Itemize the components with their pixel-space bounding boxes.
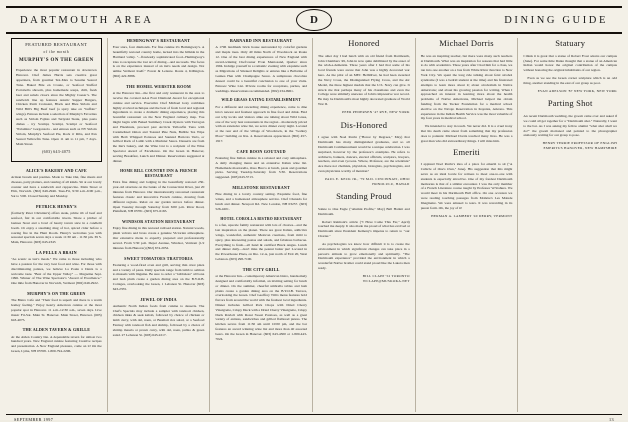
listing-name: HOTEL COROLLA BISTRO RESTAURANT bbox=[220, 216, 302, 221]
listing-item bbox=[11, 327, 102, 353]
masthead bbox=[6, 6, 622, 34]
listing-name: HOME BILL COUNTRY INN & FRENCH RESTAURANT bbox=[120, 168, 197, 178]
footer-page-number: 13 bbox=[609, 417, 614, 422]
page-footer bbox=[6, 414, 622, 422]
article-paragraph: The other day I had lunch with an old friend from Dartmouth, John Chambers '49, John in now quite debilitated by the onset of the wish-a-dementia. Three years after I had that some of his local friends were aware that John was a highly decorated war hero. As the pilot of an MEC Hellldiver, he had been awarded the Navy Cross, the Distinguished Flying Cross, and the Air Medal, the three highest medals that the U.S. Navy can give. It struck me that perhaps many of his classmates and even the College were similarly unaware of John's impressive war record. He may be Dartmouth's most highly decorated graduate of World War II. bbox=[318, 53, 410, 106]
article-byline: PAUL E. KECK JR., '79 M.D. CINCINNATI, OHIO HONOLULU, HAWAII bbox=[325, 176, 410, 186]
listing-name: CAFE BOON GOUTAUD bbox=[236, 148, 286, 154]
listing-name: WINDSOR STATION RESTAURANT bbox=[122, 219, 196, 225]
listing-body: Fine dining in a lovely country setting. Exquisite food, fine wines, and a homestead atmosphere service. Chef Chanada for lunch and dinner. Newport Rd. New London, NH 03257. (603) 526-4201. bbox=[215, 192, 308, 211]
listing-name: THE CITY GRILL bbox=[242, 266, 280, 272]
listing-name: PETRICK HENRY'S bbox=[35, 204, 77, 210]
listing-body: Artisan breads and pastries. Made to Take Out, fine meats and cheeses, party platters, and catering of all kinds. Sit at our lovely counter and have a sandwich and cappuccino. Main Street at Elm, Norwich. (802) 649-2946. Tues-Fri, 9:30 a.m.-6:00 p.m., Sat to 5:00. Closed Sunday and Monday. bbox=[11, 174, 102, 199]
article-heading-dishonored: Dis-Honored bbox=[340, 119, 388, 130]
listing-body: is a fun, upscale family restaurant with lots of choices—and the last inspiration on the planet. There are great Italian, addictive wings, wonderful, authentic Mexican creations, from mild to spicy, plus interesting pastas and salads, and fabulous barbecue. Everything is fresh—all hand & certified Black Angus. Lunch and dinner daily—don't miss the peanut butter pie! Located in the Powerhouse Plaza, on Rte. 12-A, just north of Exit 20, West Lebanon. (603) 298-7100. bbox=[215, 223, 308, 262]
article-heading-statuary: Statuary bbox=[555, 38, 586, 48]
listing-item bbox=[215, 267, 307, 342]
listing-name: LA PELLE A BRAIN bbox=[35, 250, 77, 256]
article-byline: EVAN ADELSON '87 NEW YORK, NEW YORK bbox=[537, 88, 618, 93]
listing-item bbox=[215, 38, 307, 93]
listing-item bbox=[11, 250, 102, 286]
listing-name: BARNARD INN RESTAURANT bbox=[230, 38, 293, 43]
listing-body: The Bistro Cafe and "Their food is superb and there is a warm homey feeling." Enjoy hearty American cuisine at the most popular spot in Hanover. 11 a.m.-12:30 a.m., seven days. Live music Fri-Sat. Main St. Hanover. Main Street, Hanover. (603) 643-4075. bbox=[11, 298, 102, 322]
column-5 bbox=[416, 38, 519, 412]
listing-item bbox=[113, 256, 205, 292]
listing-name: JEWEL OF INDIA bbox=[140, 296, 177, 302]
listing-body: Four stars, four diamonds. For fine cuisine it's Hemingway's. A beautifully restored country home, tucked into the hillside in the Hartland valley. "...flawlessly sophisticated food...Hemingway's tries to recapture the lost art of dining—and succeeds. The focus is on the experience instead of an inn's needs and design. Not unlike Vermont itself." Forest & Leisure. Route 4, Killington. (802) 422-3886. bbox=[112, 45, 205, 79]
listing-name: MILLSTONE RESTAURANT bbox=[232, 185, 291, 191]
listing-body: A 1796 landmark brick house surrounded by colorful gardens and maple trees. Only 40 miles North of Woodstock on Route 12. One of the best dining experiences of New England with award-winning Chef/owner Evan Mentosand, Quebec since 1994. Indulge yourself in a romantic evening with exquisite such as Migrations of Smoked Delights or entrées like a Ballotine of Guinea Hen with Champagne Sauce. A sumptuous chocolate dessert could be a beautiful conclusion to one of your visits. Entrees: Wine List. Private rooms for receptions, parties, and weddings. Reservations recommended. (802) 234-9961. bbox=[215, 45, 308, 93]
listing-body: Extra fine dining and lodging in the beautifully restored 230-year-old structure on the banks of the Connecticut River, just 20 minutes from Hanover. Our internationally renowned restaurant features classic and innovative French cuisine, drawing from different regions. Relax on our garden terrace before dinner. Open Tuesday through Saturday from 6:00 p.m. River Road, Plainfield, NH 03781. (603) 675-6165. bbox=[112, 180, 205, 214]
listing-item bbox=[11, 204, 102, 245]
listing-name: ALICE'S BAKERY AND CAFE bbox=[25, 167, 87, 173]
listing-name: HEMINGWAY'S RESTAURANT bbox=[126, 38, 191, 43]
listing-item bbox=[113, 297, 205, 338]
listing-body: at the Hanover Inn—contemporary American bistro, handsomely designed and comfortably informal, an inviting setting for lunch or dinner. On the summer, cheerful umbrella tables and lush plants create a garden dining area on the B.Y.O.B. Terrace, overlooking the Green. Chef Geoffrey Tim's menu features bold flavors from around the world with the freshest local ingredients. Dinner includes Grilled Pork Chops with Dried Cherry Vinaigrette, Crispy Duck with a Dried Cherry Vinaigrette, Crispy Duck Ravioli with Roast Sweet Potatoes, as well as a great variety of entrées, sandwiches and grilled flatbread pizzas. The kitchen serves from 11:30 am until 10:00 pm, and the bar features an award winning wine list and more than 40 assorted beers. On the Green in Hanover. (603) 643-4300 or 1-800-443-7024. bbox=[215, 274, 308, 341]
article-paragraph: As psychologists we know how difficult it is to create the environment in which significant changes can take place in a person's attitude to grow emotionally and spiritually. "The Dartmouth experience" provided the environment in which a wonderful Native brother could stand proud like the Lakota men ready. bbox=[318, 241, 410, 271]
listing-body: Featuring a wood-fired oven and grill, serving thin crust pizza and a variety of pasta. Daily specials range from lamb to salmon to mussels with linguine. Be sure to order a "Gibbsless" all bona and lush plum create a garden dining area on the B.Y.O.B. Cottages, overlooking the Green, 1 Lebanon St. Hanover (603) 643-2355. bbox=[112, 262, 205, 291]
listing-item bbox=[11, 168, 102, 199]
listing-body: Authentic North Indian foods from cuisine to desserts. The Chef's Specials may include a sampler with tandoori chicken, chicken tikka & seek kabab, followed by choice of chicken or lamb curry, with dal, naan, or Basmati rice salad, or a Seafood Fantasy with tandoori fish and shrimp, followed by a choice of shrimp masala or prawn curry, with dal, naan, pullao & green salad. 27 Lebanon St. (603) 643-2217. bbox=[112, 303, 205, 337]
listing-body: Featuring fine Italian cuisine in a relaxed and cozy atmosphere. A daily changing menu and an extensive Italian wine list. Homemade mozzarella, Osso Bucco at lunch, pasta and gourmet pizza. Serving Tuesday-Saturday from 5:30. Reservations suggested. (603) 643-3713. bbox=[215, 155, 308, 180]
article-paragraph: I agree with Noel Perrin ("Honor by Degrees," May) that Dartmouth has many distinguished graduates, and so all Dartmouth Commencement would be a unique celebration. I was surprised, however by the professor's examples. He refers to architects, bankers, dancers, elected officials, sculptors, lawyers, teachers, and even tycoons. Where, Professor, are the scientists? Are there not chemists, physicists, biologists, psychologists, and even physicians worthy of mention? bbox=[318, 135, 410, 174]
listing-body: "As scenic as last's meals." We came to those including who have a passion for the very best food and wine. For those with discriminating palates, we believe La Poule à Dents is a welcome taste. "Best of the Upper Valley" — Magazine Sept. 1996. Winner of The Wine Spectator's "Award of Excellence." One mile from Hanover in Norwich, Vermont (802) 649-2922. bbox=[11, 257, 102, 286]
listing-name: THE ALDEN TAVERN & GRILLE bbox=[22, 327, 91, 333]
featured-restaurant-phone: (603) 643-4075 bbox=[42, 150, 71, 155]
listing-item bbox=[113, 38, 205, 79]
listing-item bbox=[215, 217, 307, 262]
article-byline: PEER PEDERSEN '47 RYE, NEW YORK bbox=[342, 109, 410, 114]
article-paragraph: Salute to One Eagle ("Alumni Profile," May) Ball Hatlett and Dartmouth. bbox=[318, 206, 410, 216]
listing-item bbox=[113, 169, 205, 215]
article-heading-emeriti: Emeriti bbox=[453, 146, 480, 157]
article-heading-michael-dorris: Michael Dorris bbox=[439, 38, 494, 48]
column-4 bbox=[313, 38, 416, 412]
article-paragraph: An recent Dartmouth wedding, the groom came over and asked if we could all get together for a "Dartmouth shot." Naturally, I went to the bar. As I was asking my fellow alumni "what shot shall we do?" the groom motioned and pointed to the photographer anxiously waiting for our group to pose. bbox=[523, 114, 618, 138]
article-paragraph: We intended to stay in touch. We never did. It is a cruel irony that his death came about from something that my profession does to patients: Michael Dorris touched many lives. He was a great man who did extraordinary things. I will miss him. bbox=[420, 124, 513, 143]
listing-name: WILD GRASS EATING ESTABLISHMENT bbox=[221, 98, 301, 103]
article-heading-parting-shot: Parting Shot bbox=[547, 98, 593, 109]
column-2 bbox=[108, 38, 211, 412]
listing-body: Enjoy fine dining in this restored railroad station. Natural woods, plush velvets and brass create a genuine Victorian atmosphere. Our extensive menu is expertly prepared and professionally served. From 5:30 p.m. Depot Avenue, Windsor, Vermont (1/2 minutes from Hanover) (802) 674-2052. bbox=[112, 226, 205, 250]
featured-restaurant-box bbox=[11, 38, 102, 162]
listing-body: at the Hanover Inn—the first and only restaurant in the area to receive the coveted AAA Four Diamond Award for exceptional cuisine and service. Executive Chef Michael Gray combines highly evolved technique and the best of fresh local and regional ingredients to create a dramatic dining experience, placing this bountiful restaurant on the New England culinary map. You might begin with Baked Summery Creek Oysters with Tarragon and Hazelnuts, proceed past Arcticle Yellowfin Tuna with Caramelized Onion and Toasted Pine Nuts, Bubble Tea Wipe with Herb Whipped Potatoes and Sautéed Haricots Verts, or Grilled Rack of Lamb with a Marinier Sauce. Desserts are from the Inn's bakery, and the Wine List is a recipient of the Wine Spectator Award of Excellence. On the Green in Hanover, serving Breakfast, Lunch and Dinner. Reservations suggested at dinner. bbox=[112, 91, 205, 163]
featured-subtitle: of the month bbox=[43, 50, 70, 55]
masthead-left: DARTMOUTH AREA bbox=[20, 14, 154, 26]
listing-body: For a different and rewarding dining experience, come to dine into's newest and freshest approach in fine food and drink. Find out why locals and visitors alike are talking about Wild Grass, one of the very best restaurants in the region - moderately priced with an extensive wine list, we serve dinner every night. Located at the rear end of the village of Woodstock, in the "Gallery Place" building on Rte. 4. Reservations appreciated. (802) 457-1917. bbox=[215, 105, 308, 143]
listing-item bbox=[113, 84, 205, 164]
listing-body: At the Alden Country Inn. A dependable tavern for almost two hundred years. New England cuisine featuring Creative recipes and presentation. A New England pleasure, come on it! On the Green, Lyme, NH 03768. 1-800-794-2296. bbox=[11, 334, 102, 354]
listing-item bbox=[11, 291, 102, 322]
listing-item bbox=[215, 185, 307, 211]
featured-restaurant-name: MURPHY'S ON THE GREEN bbox=[19, 58, 94, 64]
featured-kicker: FEATURED RESTAURANT bbox=[25, 42, 88, 47]
featured-restaurant-body: Experience the most popular restaurant in downtown Hanover. Chef James Harris sets creative great appetizers, from gourmet Tex-Mex to Sesame Seared Tuna. Baked Brie en Croute, or Seafood Stuffed Portobello shroom, plus homemade soups, chili, fresh beer and salads close's since the Mighty Caesar’s. The sandwich line up features Asiatic Supper Burgers, Chicken Parm Croissant, Black and Bleu Sirloin and Wild Bill's Big Beef beef (a spicy take on "buffalo" wings). Entrees include a selection of Murphy's Favorites such as Sirloin Fajitas and Teriyaki Steak, plus pasta dishes - try Scampi, Scampi, Scampi or Seafood "Palomino" Gorgonzola - and entrees such as NY Sirloin Sirloin, Murphy's Seafood Pie, Rock n' Ribs, and Pan Seared Yellowfin Tuna. Open 11 am to 11 pm, 7 days. Main Street. bbox=[16, 68, 97, 146]
footer-issue-date: SEPTEMBER 1997 bbox=[14, 417, 54, 422]
column-1 bbox=[6, 38, 108, 412]
article-paragraph: He was an inspiring teacher, but there were many such teachers at Dartmouth. What was an inspiration for reasons that had little to do with academics. Three years after I had him for a class, we ran into one another on a bus from White River Junction to New York City. We spent the long ride talking about fetal alcohol syndrome (I was a bedrid student at the time) and his frustrated attempts to learn more about it; about alcoholism in Native Americans; and about his growing passion for writing. When I approached an interest in learning more about the health problems of Native Americans, Michael helped me obtain funding from the Tucker Foundation for a medical school elective on the Navajo Reservation in Kayenta, Arizona. This experience in the Indian Health Service was the most valuable of my four years in medical school. bbox=[420, 53, 513, 121]
column-6 bbox=[518, 38, 622, 412]
article-paragraph: I think it is great that a statue of Robert Frost adorns our campus (June). For some time Dante thought that a statue of an American Indian would honor the original contribution of the campus without honoring the original inhabitants of our region. bbox=[523, 53, 618, 73]
article-heading-honored: Honored bbox=[348, 38, 380, 48]
column-3 bbox=[210, 38, 313, 412]
listing-item bbox=[215, 98, 307, 143]
article-paragraph: I applaud Noel Perrin's idea of a place for emeriti to sit ("A Cubicle of One's Own," June). His suggestion that this might serve as an ideal locale for retirees to meet one-to-one with students is especially attractive. One of my fondest Dartmouth memories is that of a similar encounter. I was the only member of a French Literature course taught by Professor W.Stahura. We would meet in his Dartmouth Hall office. On one occasion we were reading touching passages from Molière's Les Malade Imaginaire. We were amused to tears. It was rewarding in its purest form. Oh, the joy of it! bbox=[420, 162, 513, 210]
listing-item bbox=[113, 219, 205, 250]
article-byline: HENRY TERRIE PROFESSOR OF ENGLISH EMERITUS HANOVER, NEW HAMPSHIRE bbox=[542, 141, 618, 150]
masthead-right: DINING GUIDE bbox=[504, 14, 608, 26]
article-heading-standing-proud: Standing Proud bbox=[336, 191, 392, 202]
listing-body: (formerly Peter Christian's) offers steak, prime rib of beef and seafood, fair in our comfortable tavern. Share a pitcher of Guinea Stout and a bowl of hearty tavern stew in a candlelit booth. Or enjoy a steaming mug of hot, spiced cider before a roaring fire in the Hunt Room. Henry's welcomes you with seasonal specials seven days a week 11:30 am - 11:30 pm. 39 S. Main, Hanover. (603) 643-2345 bbox=[11, 211, 102, 245]
listing-item bbox=[215, 149, 307, 180]
listing-name: MURPHY'S ON THE GREEN bbox=[27, 291, 86, 297]
article-paragraph: Even as we see the Green corner sculpture which is an odd thing, another standing in the east of our group as poor. bbox=[523, 76, 618, 85]
article-byline: BILL CLAPP '52 TORONTO WCLAPP@MUSKOKA.NET bbox=[362, 273, 410, 283]
article-paragraph: Robert Reimont's article ("I Have Come This Far," April) touched me deeply. It also made me proud of what has evolved at Dartmouth since President Kemeny's impetus to return to "our Charter." bbox=[318, 219, 410, 239]
column-grid bbox=[6, 38, 622, 412]
listing-name: SWEET TOMATOES TRATTORIA bbox=[124, 255, 193, 261]
article-byline: HERMAN A. LAMBERT '40 DERRY, VERMONT bbox=[431, 213, 513, 218]
dartmouth-d-logo-icon: D bbox=[296, 9, 332, 31]
listing-name: THE HOMEL WEBSTER ROOM bbox=[126, 83, 191, 89]
